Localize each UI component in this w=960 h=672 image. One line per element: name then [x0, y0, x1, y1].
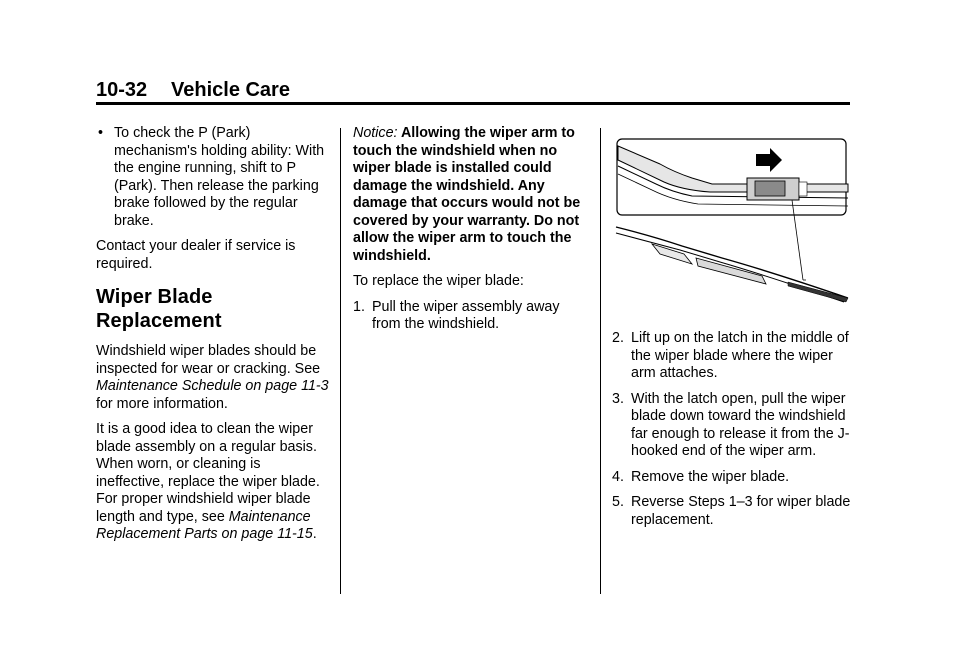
- paragraph-inspection: [96, 343, 330, 413]
- contact-text: Contact your dealer if service is required.: [96, 238, 296, 272]
- notice-block: [353, 125, 591, 265]
- paragraph-text: It is a good idea to clean the wiper blade assembly on a regular basis. When worn, or cleaning is ineffective, replace the wiper blade. For proper windshield wiper blade length and type, see: [96, 421, 320, 525]
- column-2: [353, 125, 591, 342]
- wiper-blade-illustration: [612, 132, 852, 304]
- column-1: [96, 125, 330, 552]
- step-number: 1.: [353, 298, 365, 315]
- paragraph-text: .: [312, 526, 317, 542]
- cross-reference-link[interactable]: Maintenance Replacement Parts on page 11-15: [96, 508, 313, 542]
- column-divider: [340, 128, 341, 594]
- procedure-intro: To replace the wiper blade:: [353, 273, 524, 289]
- notice-label: Notice:: [353, 125, 398, 141]
- callout-line: [792, 200, 803, 280]
- latch-tab: [755, 181, 785, 196]
- paragraph-cleaning: [96, 421, 330, 544]
- cross-reference-link[interactable]: Maintenance Schedule on page 11-3: [96, 378, 329, 394]
- step-text: Lift up on the latch in the middle of the wiper blade where the wiper arm attaches.: [631, 330, 849, 381]
- step-text: Pull the wiper assembly away from the windshield.: [372, 298, 560, 332]
- column-divider: [600, 128, 601, 594]
- section-title: Vehicle Care: [171, 79, 290, 101]
- bullet-text: To check the P (Park) mechanism's holding ability: With the engine running, shift to P (Park). Then release the parking brake followed by the regular brake.: [114, 125, 325, 229]
- procedure-step: [612, 330, 852, 383]
- wiper-arm-inset: [618, 146, 848, 192]
- wiper-arm: [616, 227, 848, 298]
- notice-text: Allowing the wiper arm to touch the windshield when no wiper blade is installed could damage the windshield. Any damage that occurs would not be covered by your warranty. Do not allow the wiper arm to touch the windshield.: [353, 125, 581, 264]
- step-text: With the latch open, pull the wiper blade down toward the windshield far enough to release it from the J-hooked end of the wiper arm.: [631, 390, 850, 459]
- latch-pin: [799, 182, 807, 196]
- step-text: Reverse Steps 1–3 for wiper blade replacement.: [631, 494, 851, 528]
- procedure-step: [353, 299, 591, 334]
- page-number: 10-32: [96, 79, 148, 101]
- procedure-step: [612, 391, 852, 461]
- blade-body: [696, 258, 766, 284]
- section-heading: Wiper Blade Replacement: [96, 286, 222, 332]
- step-number: 5.: [612, 494, 624, 510]
- column-3: [612, 330, 852, 537]
- step-number: 4.: [612, 468, 624, 485]
- blade-tip: [788, 282, 848, 302]
- arrow-right-icon: [756, 148, 782, 172]
- inset-frame: [617, 139, 846, 215]
- bullet-icon: •: [98, 125, 104, 141]
- step-number: 2.: [612, 330, 624, 346]
- bullet-item: [96, 125, 330, 230]
- page-header: [96, 79, 850, 105]
- step-number: 3.: [612, 390, 624, 407]
- paragraph-text: for more information.: [96, 395, 228, 412]
- paragraph-text: Windshield wiper blades should be inspected for wear or cracking. See: [96, 343, 321, 377]
- step-text: Remove the wiper blade.: [631, 468, 790, 485]
- procedure-step: [612, 494, 852, 529]
- procedure-step: [612, 469, 852, 487]
